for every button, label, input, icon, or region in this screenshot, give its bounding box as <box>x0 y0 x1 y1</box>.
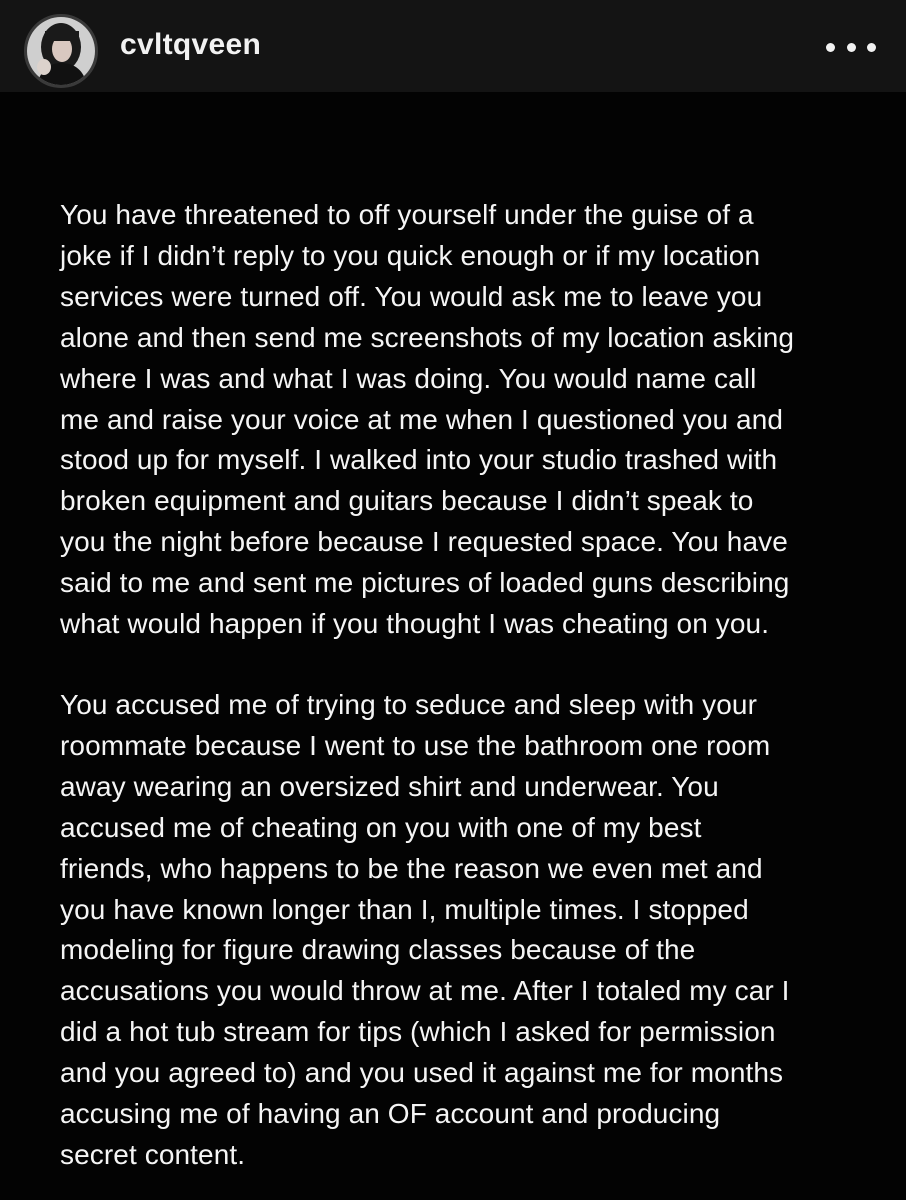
post-paragraph-2: You accused me of trying to seduce and sleep with your roommate because I went to use the bathroom one room away wearing an oversized shirt and underwear. You accused me of cheating on you with one of my best friends, who happens to be the reason we even met and you have known longer than I, multiple times. I stopped modeling for figure drawing classes because of the accusations you would throw at me. After I totaled my car I did a hot tub stream for tips (which I asked for permission and you agreed to) and you used it against me for months accusing me of having an OF account and producing secret content. <box>60 688 790 1170</box>
profile-photo-icon <box>27 17 95 85</box>
post-body <box>0 92 906 1200</box>
more-horizontal-icon <box>847 43 856 52</box>
post-text <box>60 195 886 1176</box>
username[interactable]: cvltqveen <box>120 28 262 61</box>
more-horizontal-icon <box>867 43 876 52</box>
more-options-button[interactable] <box>826 36 876 58</box>
more-horizontal-icon <box>826 43 835 52</box>
avatar[interactable] <box>24 14 98 88</box>
post-paragraph-1: You have threatened to off yourself under the guise of a joke if I didn’t reply to you quick enough or if my location services were turned off. You would ask me to leave you alone and then send me screenshots of my location asking where I was and what I was doing. You would name call me and raise your voice at me when I questioned you and stood up for myself. I walked into your studio trashed with broken equipment and guitars because I didn’t speak to you the night before because I requested space. You have said to me and sent me pictures of loaded guns describing what would happen if you thought I was cheating on you. <box>60 199 795 640</box>
post-header <box>0 0 906 92</box>
